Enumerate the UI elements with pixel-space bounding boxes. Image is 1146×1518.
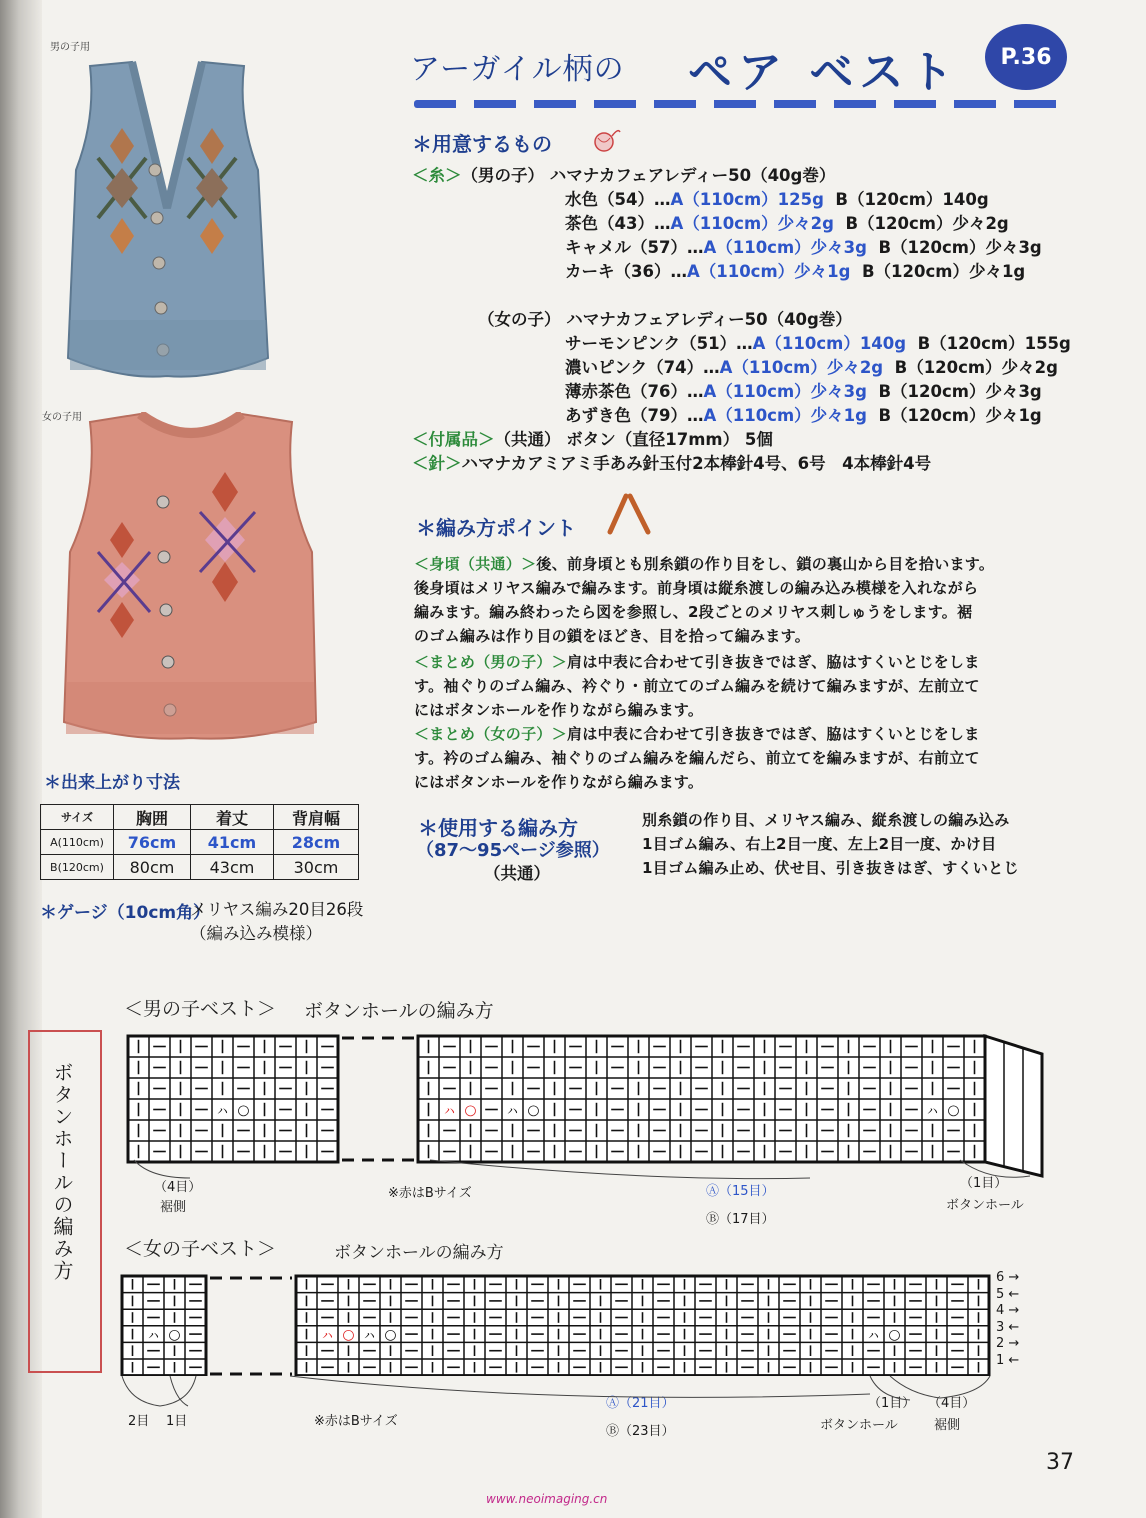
title-dashed-rule [414,100,1070,108]
chart-grid [296,1276,989,1376]
knitting-needles-icon [604,492,654,540]
girl-row-numbers: 6 → 5 ← 4 → 3 ← 2 → 1 ← [996,1270,1020,1368]
yarn-section [412,164,835,188]
list-item: あずき色（79）…A（110cm）少々1g B（120cm）少々1g [565,406,1042,425]
girl-buttonhole-chart [118,1270,998,1380]
boy-photo-tag: 男の子用 [50,42,90,53]
boy-yarn-list [565,188,1042,284]
accessory-text: （共通） ボタン（直径17mm） 5個 [494,430,773,449]
list-item: 1目ゴム編み止め、伏せ目、引き抜きはぎ、すくいとじ [642,859,1019,877]
stitch-symbol: ○ [384,1327,397,1344]
stitch-symbol: ㇵ [146,1327,161,1344]
needle-label: ＜針＞ [412,454,462,473]
points-heading: ＊編み方ポイント [416,516,576,540]
table-row: B(120cm) 80cm 43cm 30cm [41,855,359,880]
girl-chart-brackets [110,1372,1010,1412]
table-row: A(110cm) 76cm 41cm 28cm [41,830,359,855]
yarn-label: ＜糸＞ [412,166,462,185]
list-item: サーモンピンク（51）…A（110cm）140g B（120cm）155g [565,334,1071,353]
girl-count-1: 1目 [166,1414,188,1429]
boy-chart-subtitle: ボタンホールの編み方 [304,1000,494,1022]
stitch-symbol: ㇵ [320,1327,335,1344]
list-item: カーキ（36）…A（110cm）少々1g B（120cm）少々1g [565,262,1026,281]
list-item: 別糸鎖の作り目、メリヤス編み、縦糸渡しの編み込み [642,811,1010,829]
chart-grid [128,1036,338,1162]
boy-left-label: 裾側 [160,1200,187,1215]
page-title: ペア ベスト [688,47,960,98]
table-row: サイズ 胸囲 着丈 背肩幅 [41,805,359,830]
list-item: 濃いピンク（74）…A（110cm）少々2g B（120cm）少々2g [565,358,1058,377]
materials-heading: ＊用意するもの [412,132,552,156]
girl-yarn-list [565,332,1071,428]
gauge-line1: メリヤス編み20目26段 [190,900,364,919]
stitch-symbol: ㇵ [362,1327,377,1344]
girl-vest-photo [60,412,322,742]
girl-yarn-head [478,308,852,332]
boy-chart-title: ＜男の子ベスト＞ [124,998,277,1020]
stitch-symbol: ㇵ [442,1102,457,1119]
girl-b-count: Ⓑ（23目） [606,1424,675,1439]
page-ref-badge: P.36 [985,24,1067,90]
boy-right-count: （1目） [960,1176,1008,1191]
girl-right-count: （1目） [868,1396,916,1411]
accessory-label: ＜付属品＞ [412,430,495,449]
needle-text: ハマナカアミアミ手あみ針玉付2本棒針4号、6号 4本棒針4号 [461,454,932,473]
girl-label: （女の子） [478,310,561,329]
stitch-symbol: ○ [168,1327,181,1344]
girl-photo-tag: 女の子用 [42,412,82,423]
stitch-symbol: ○ [464,1102,477,1119]
footer-watermark-url: www.neoimaging.cn [486,1492,608,1506]
stitch-symbol: ㇵ [215,1102,230,1119]
chart-grid [418,1036,985,1162]
boy-left-count: （4目） [154,1180,202,1195]
stitch-symbol: ○ [527,1102,540,1119]
techniques-list [642,808,1019,880]
techniques-ref: （87〜95ページ参照） [416,840,610,861]
girl-note: ※赤はBサイズ [314,1414,398,1429]
chart-grid [122,1276,206,1376]
chart-side-title: ボタンホールの編み方 [50,1062,74,1282]
boy-vest-photo [62,58,272,388]
boy-note: ※赤はBサイズ [388,1186,472,1201]
gauge-label: ＊ゲージ（10cm角） [40,903,211,923]
page-number: 37 [1046,1450,1074,1475]
list-item: 薄赤茶色（76）…A（110cm）少々3g B（120cm）少々3g [565,382,1042,401]
techniques-common: （共通） [484,864,550,883]
boy-yarn-name: ハマナカフェアレディー50（40g巻） [549,166,836,185]
yarn-ball-icon [592,126,622,160]
sizes-heading: ＊出来上がり寸法 [44,773,180,793]
girl-yarn-name: ハマナカフェアレディー50（40g巻） [566,310,852,329]
needle-line [412,452,931,476]
girl-chart-subtitle: ボタンホールの編み方 [334,1243,504,1263]
size-table [40,804,359,880]
stitch-symbol: ○ [947,1102,960,1119]
girl-edge-label: 裾側 [934,1418,961,1433]
boy-chart-brackets [130,1158,1050,1184]
accessory-line [412,428,773,452]
techniques-heading: ＊使用する編み方 [418,816,578,840]
point-body: ＜身頃（共通）＞後、前身頃とも別糸鎖の作り目をし、鎖の裏山から目を拾います。 後身頃はメリヤス編みで編みます。前身頃は縦糸渡しの編み込み模様を入れながら 編みます。編み終わったら図を参照し、2段ごとのメリヤス刺しゅうをします。裾 のゴム編みは作り目の鎖をほどき、目を拾って編みます。 [414,555,995,645]
list-item: キャメル（57）…A（110cm）少々3g B（120cm）少々3g [565,238,1042,257]
chart-bevel [985,1036,1042,1176]
point-boy-finishing: ＜まとめ（男の子）＞肩は中表に合わせて引き抜きではぎ、脇はすくいとじをしま す。袖ぐりのゴム編み、衿ぐり・前立てのゴム編みを続けて編みますが、左前立て にはボタンホールを作りながら編みます。 [414,653,980,719]
stitch-symbol: ㇵ [505,1102,520,1119]
boy-b-count: Ⓑ（17目） [706,1212,775,1227]
girl-right-label: ボタンホール [820,1418,898,1433]
boy-a-count: Ⓐ（15目） [706,1184,775,1199]
boy-right-label: ボタンホール [946,1198,1024,1213]
list-item: 1目ゴム編み、右上2目一度、左上2目一度、かけ目 [642,835,997,853]
stitch-symbol: ㇵ [866,1327,881,1344]
stitch-symbol: ○ [237,1102,250,1119]
stitch-symbol: ㇵ [925,1102,940,1119]
boy-label: （男の子） [461,166,544,185]
chart-side-title-box [28,1030,102,1373]
list-item: 茶色（43）…A（110cm）少々2g B（120cm）少々2g [565,214,1009,233]
stitch-symbol: ○ [342,1327,355,1344]
girl-a-count: Ⓐ（21目） [606,1396,675,1411]
girl-edge-count: （4目） [928,1396,976,1411]
gauge-line2: （編み込み模様） [190,924,322,943]
list-item: 水色（54）…A（110cm）125g B（120cm）140g [565,190,989,209]
stitch-symbol: ○ [888,1327,901,1344]
girl-chart-title: ＜女の子ベスト＞ [124,1238,277,1260]
point-girl-finishing: ＜まとめ（女の子）＞肩は中表に合わせて引き抜きではぎ、脇はすくいとじをしま す。衿のゴム編み、袖ぐりのゴム編みを編んだら、前立てを編みますが、右前立て にはボタンホールを作りながら編みます。 [414,725,980,791]
girl-count-2: 2目 [128,1414,150,1429]
title-prefix: アーガイル柄の [410,52,625,87]
